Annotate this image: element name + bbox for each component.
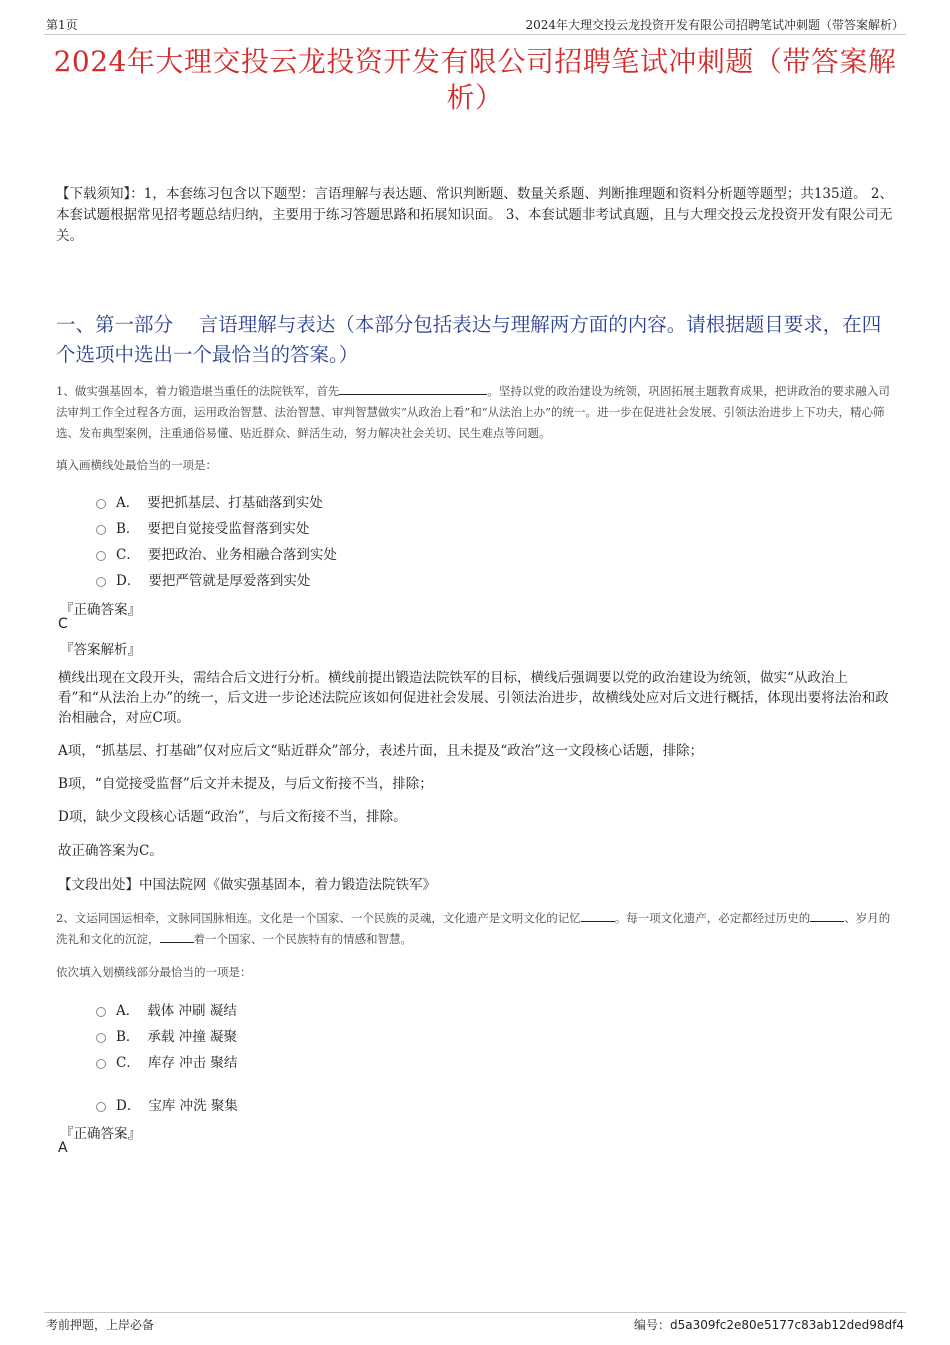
question-1-analysis-label: 『答案解析』 [60, 642, 141, 658]
radio-icon[interactable] [96, 1007, 106, 1017]
document-title: 2024年大理交投云龙投资开发有限公司招聘笔试冲刺题（带答案解析） [53, 45, 897, 114]
question-1-stem: 1、做实强基固本，着力锻造堪当重任的法院铁军，首先 。坚持以党的政治建设为统领，巩固拓展主题教育成果，把讲政治的要求融入司法审判工作全过程各方面，运用政治智慧、法治智慧、审判智慧做实“从政治上看”和“从法治上办”的统一。进一步在促进社会发展、引领法治进步上下功夫，精心筛选、发布典型案例，注重通俗易懂、贴近群众、鲜活生动，努力解决社会关切、民生难点等问题。 [56, 384, 890, 440]
answer-blank [810, 909, 844, 922]
header-doc-title: 2024年大理交投云龙投资开发有限公司招聘笔试冲刺题（带答案解析） [525, 18, 904, 32]
section-heading: 一、第一部分 言语理解与表达（本部分包括表达与理解两方面的内容。请根据题目要求，在四个选项中选出一个最恰当的答案。） [56, 313, 882, 366]
page-number: 第1页 [46, 18, 78, 32]
radio-icon[interactable] [96, 1102, 106, 1112]
radio-icon[interactable] [96, 1059, 106, 1069]
radio-icon[interactable] [96, 1033, 106, 1043]
question-2-option-a[interactable]: A． 载体 冲刷 凝结 [96, 999, 237, 1019]
question-1-option-d[interactable]: D． 要把严管就是厚爱落到实处 [96, 569, 310, 589]
analysis-paragraph: B项，“自觉接受监督”后文并未提及，与后文衔接不当，排除； [58, 776, 433, 792]
radio-icon[interactable] [96, 499, 106, 509]
analysis-paragraph: 故正确答案为C。 [58, 843, 163, 859]
question-2-answer: A [58, 1140, 68, 1156]
question-1-prompt: 填入画横线处最恰当的一项是： [56, 458, 217, 472]
footer-code: 编号：d5a309fc2e80e5177c83ab12ded98df4 [633, 1318, 904, 1332]
source-citation: 【文段出处】中国法院网《做实强基固本，着力锻造法院铁军》 [58, 877, 436, 893]
radio-icon[interactable] [96, 551, 106, 561]
question-2-option-b[interactable]: B． 承载 冲撞 凝聚 [96, 1025, 237, 1045]
question-1-answer: C [58, 616, 68, 632]
footer-slogan: 考前押题，上岸必备 [46, 1318, 155, 1332]
question-2-option-c[interactable]: C． 库存 冲击 聚结 [96, 1051, 237, 1071]
question-2-prompt: 依次填入划横线部分最恰当的一项是： [56, 965, 252, 979]
analysis-paragraph: A项，“抓基层、打基础”仅对应后文“贴近群众”部分，表述片面，且未提及“政治”这一文段核心话题，排除； [58, 743, 704, 759]
answer-blank [581, 909, 615, 922]
radio-icon[interactable] [96, 525, 106, 535]
radio-icon[interactable] [96, 577, 106, 587]
page-header [44, 14, 906, 35]
download-notice: 【下载须知】：1，本套练习包含以下题型：言语理解与表达题、常识判断题、数量关系题、判断推理题和资料分析题等题型；共135道。 2、本套试题根据常见招考题总结归纳，主要用于练习答题思路和拓展知识面。 3、本套试题非考试真题，且与大理交投云龙投资开发有限公司无关。 [56, 186, 893, 244]
analysis-paragraph: 横线出现在文段开头，需结合后文进行分析。横线前提出锻造法院铁军的目标，横线后强调要以党的政治建设为统领，做实“从政治上看”和“从法治上办”的统一，后文进一步论述法院应该如何促进社会发展、引领法治进步，故横线处应对后文进行概括，体现出要将法治和政治相融合，对应C项。 [58, 670, 889, 726]
question-1-option-b[interactable]: B． 要把自觉接受监督落到实处 [96, 517, 309, 537]
question-1-option-c[interactable]: C． 要把政治、业务相融合落到实处 [96, 543, 337, 563]
analysis-paragraph: D项，缺少文段核心话题“政治”，与后文衔接不当，排除。 [58, 809, 407, 825]
question-2-answer-label: 『正确答案』 [60, 1126, 141, 1142]
question-1-option-a[interactable]: A． 要把抓基层、打基础落到实处 [96, 491, 323, 511]
question-2-stem: 2、文运同国运相牵，文脉同国脉相连。文化是一个国家、一个民族的灵魂，文化遗产是文明文化的记忆 。每一项文化遗产，必定都经过历史的 、岁月的洗礼和文化的沉淀， 着一个国家、一个民族特有的情感和智慧。 [56, 911, 891, 946]
answer-blank [339, 382, 487, 395]
page-footer [44, 1312, 906, 1331]
question-2-option-d[interactable]: D． 宝库 冲洗 聚集 [96, 1094, 238, 1114]
answer-blank [160, 930, 194, 943]
question-1-answer-label: 『正确答案』 [60, 602, 141, 618]
